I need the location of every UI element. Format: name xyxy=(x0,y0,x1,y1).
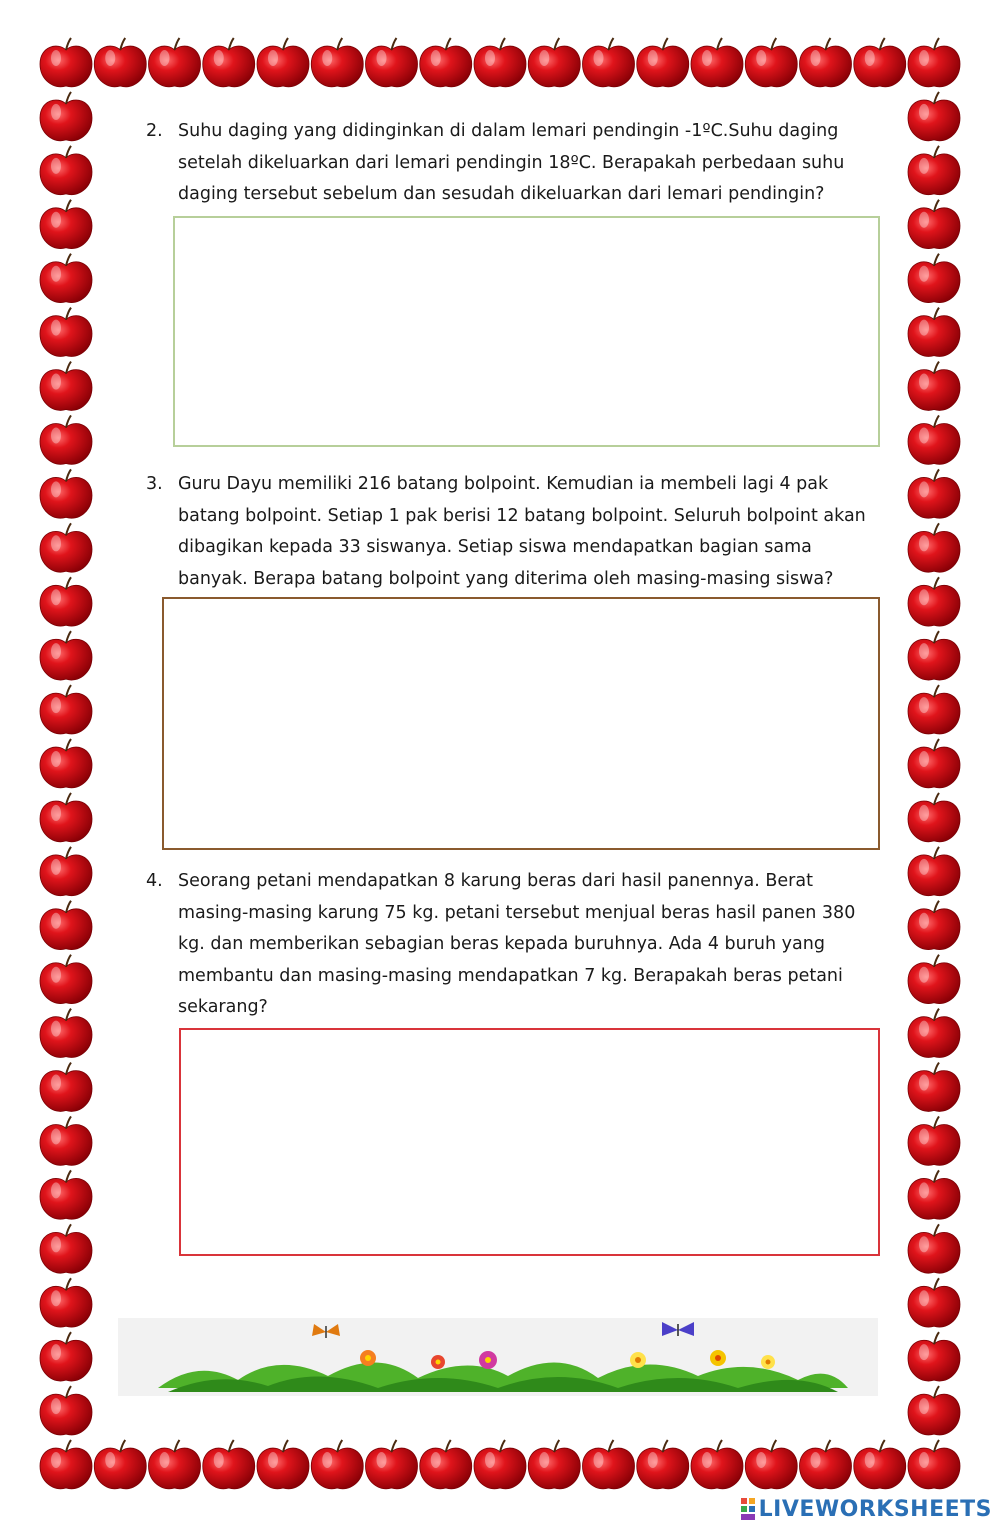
red-apple-icon xyxy=(908,739,960,788)
red-apple-icon xyxy=(40,415,92,464)
red-apple-icon xyxy=(40,362,92,411)
red-apple-icon xyxy=(908,146,960,195)
question-3 xyxy=(146,469,886,595)
red-apple-icon xyxy=(908,200,960,249)
answer-box-3[interactable] xyxy=(162,597,880,850)
question-text-line: dibagikan kepada 33 siswanya. Setiap siswa mendapatkan bagian sama xyxy=(178,537,812,557)
red-apple-icon xyxy=(691,1440,743,1489)
red-apple-icon xyxy=(40,1009,92,1058)
red-apple-icon xyxy=(40,577,92,626)
red-apple-icon xyxy=(203,1440,255,1489)
red-apple-icon xyxy=(40,523,92,572)
red-apple-icon xyxy=(583,1440,635,1489)
red-apple-icon xyxy=(745,38,797,87)
red-apple-icon xyxy=(257,38,309,87)
answer-box-2[interactable] xyxy=(173,216,880,447)
red-apple-icon xyxy=(40,469,92,518)
red-apple-icon xyxy=(908,469,960,518)
red-apple-icon xyxy=(94,1440,146,1489)
question-text-line: daging tersebut sebelum dan sesudah dikeluarkan dari lemari pendingin? xyxy=(178,184,825,204)
red-apple-icon xyxy=(40,685,92,734)
question-text-line: batang bolpoint. Setiap 1 pak berisi 12 batang bolpoint. Seluruh bolpoint akan xyxy=(178,505,866,526)
red-apple-icon xyxy=(908,308,960,357)
question-text-line: kg. dan memberikan sebagian beras kepada buruhnya. Ada 4 buruh yang xyxy=(178,934,825,954)
red-apple-icon xyxy=(420,38,472,87)
red-apple-icon xyxy=(908,1278,960,1327)
liveworksheets-logo-icon xyxy=(741,1498,755,1520)
answer-box-4[interactable] xyxy=(179,1028,880,1256)
red-apple-icon xyxy=(691,38,743,87)
red-apple-icon xyxy=(40,200,92,249)
red-apple-icon xyxy=(908,1116,960,1165)
red-apple-icon xyxy=(40,1063,92,1112)
red-apple-icon xyxy=(908,254,960,303)
question-text-line: masing-masing karung 75 kg. petani tersebut menjual beras hasil panen 380 xyxy=(178,902,856,923)
red-apple-icon xyxy=(40,901,92,950)
grass-flowers-banner xyxy=(118,1318,878,1396)
red-apple-icon xyxy=(203,38,255,87)
red-apple-icon xyxy=(40,1278,92,1327)
red-apple-icon xyxy=(800,1440,852,1489)
question-number: 2. xyxy=(146,121,163,141)
red-apple-icon xyxy=(94,38,146,87)
red-apple-icon xyxy=(908,1063,960,1112)
question-number: 3. xyxy=(146,474,163,494)
red-apple-icon xyxy=(908,1440,960,1489)
red-apple-icon xyxy=(40,308,92,357)
red-apple-icon xyxy=(528,38,580,87)
red-apple-icon xyxy=(908,955,960,1004)
red-apple-icon xyxy=(637,1440,689,1489)
red-apple-icon xyxy=(854,1440,906,1489)
red-apple-icon xyxy=(908,901,960,950)
red-apple-icon xyxy=(908,38,960,87)
red-apple-icon xyxy=(40,1116,92,1165)
red-apple-icon xyxy=(40,793,92,842)
red-apple-icon xyxy=(908,847,960,896)
red-apple-icon xyxy=(908,1009,960,1058)
red-apple-icon xyxy=(908,1332,960,1381)
question-text-line: membantu dan masing-masing mendapatkan 7 kg. Berapakah beras petani xyxy=(178,965,843,986)
red-apple-icon xyxy=(908,793,960,842)
question-text-line: Guru Dayu memiliki 216 batang bolpoint. Kemudian ia membeli lagi 4 pak xyxy=(178,474,829,494)
red-apple-icon xyxy=(637,38,689,87)
red-apple-icon xyxy=(40,92,92,141)
question-text-line: setelah dikeluarkan dari lemari pendingin 18ºC. Berapakah perbedaan suhu xyxy=(178,152,845,173)
red-apple-icon xyxy=(40,1440,92,1489)
red-apple-icon xyxy=(366,1440,418,1489)
red-apple-icon xyxy=(854,38,906,87)
red-apple-icon xyxy=(40,38,92,87)
red-apple-icon xyxy=(149,1440,201,1489)
red-apple-icon xyxy=(40,146,92,195)
red-apple-icon xyxy=(908,1170,960,1219)
red-apple-icon xyxy=(40,254,92,303)
red-apple-icon xyxy=(908,362,960,411)
question-text-line: banyak. Berapa batang bolpoint yang diterima oleh masing-masing siswa? xyxy=(178,568,834,589)
red-apple-icon xyxy=(908,1224,960,1273)
red-apple-icon xyxy=(40,1386,92,1435)
red-apple-icon xyxy=(908,631,960,680)
liveworksheets-logo xyxy=(741,1496,992,1522)
liveworksheets-logo-text: LIVEWORKSHEETS xyxy=(758,1496,992,1522)
red-apple-icon xyxy=(474,1440,526,1489)
red-apple-icon xyxy=(745,1440,797,1489)
red-apple-icon xyxy=(908,577,960,626)
red-apple-icon xyxy=(420,1440,472,1489)
question-2 xyxy=(146,116,886,211)
red-apple-icon xyxy=(908,92,960,141)
red-apple-icon xyxy=(800,38,852,87)
red-apple-icon xyxy=(366,38,418,87)
question-number: 4. xyxy=(146,871,163,891)
red-apple-icon xyxy=(908,415,960,464)
red-apple-icon xyxy=(908,1386,960,1435)
red-apple-icon xyxy=(583,38,635,87)
red-apple-icon xyxy=(474,38,526,87)
red-apple-icon xyxy=(40,739,92,788)
red-apple-icon xyxy=(311,1440,363,1489)
question-4 xyxy=(146,866,886,1024)
red-apple-icon xyxy=(311,38,363,87)
red-apple-icon xyxy=(257,1440,309,1489)
red-apple-icon xyxy=(40,1332,92,1381)
red-apple-icon xyxy=(528,1440,580,1489)
red-apple-icon xyxy=(149,38,201,87)
question-text-line: sekarang? xyxy=(178,997,268,1017)
red-apple-icon xyxy=(40,631,92,680)
red-apple-icon xyxy=(40,955,92,1004)
red-apple-icon xyxy=(908,685,960,734)
red-apple-icon xyxy=(908,523,960,572)
red-apple-icon xyxy=(40,1170,92,1219)
question-text-line: Seorang petani mendapatkan 8 karung beras dari hasil panennya. Berat xyxy=(178,871,813,891)
red-apple-icon xyxy=(40,847,92,896)
question-text-line: Suhu daging yang didinginkan di dalam lemari pendingin -1ºC.Suhu daging xyxy=(178,121,839,141)
red-apple-icon xyxy=(40,1224,92,1273)
